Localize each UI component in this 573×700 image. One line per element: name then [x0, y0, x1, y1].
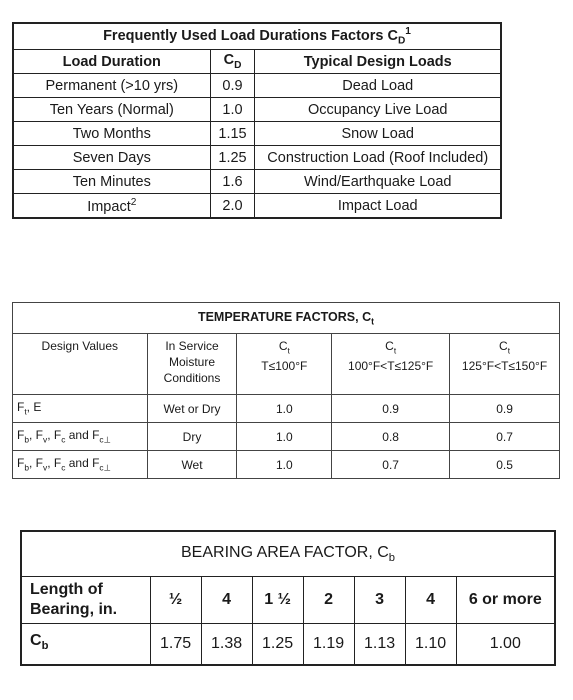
condition-cell: Wet or Dry: [147, 395, 237, 423]
value-cell: 0.7: [332, 451, 450, 479]
duration-cell: Ten Years (Normal): [13, 98, 210, 122]
duration-cell: Two Months: [13, 122, 210, 146]
header-in-service: In Service Moisture Conditions: [147, 334, 237, 395]
duration-cell: Ten Minutes: [13, 170, 210, 194]
cd-cell: 1.25: [210, 146, 255, 170]
value-cell: 0.9: [450, 395, 560, 423]
table-row: [13, 451, 560, 479]
table-row: [13, 146, 501, 170]
temperature-factors-title: TEMPERATURE FACTORS, $C_t$: [13, 303, 560, 334]
header-load-duration: Load Duration: [13, 50, 210, 74]
table-row: [13, 170, 501, 194]
value-cell: 1.0: [237, 395, 332, 423]
load-cell: Dead Load: [255, 74, 501, 98]
cb-value-cell: 1.25: [252, 624, 303, 666]
header-cd: $C_D$: [210, 50, 255, 74]
header-ct-range1: $C_t$ T≤100°F: [237, 334, 332, 395]
temperature-factors-table: [12, 302, 560, 479]
cd-cell: 2.0: [210, 194, 255, 219]
load-duration-title: Frequently Used Load Durations Factors $C_D^1$: [13, 23, 501, 50]
length-cell: ½: [150, 577, 201, 624]
header-ct-range2: $C_t$ 100°F<T≤125°F: [332, 334, 450, 395]
header-ct-range3: $C_t$ 125°F<T≤150°F: [450, 334, 560, 395]
duration-cell: Permanent (>10 yrs): [13, 74, 210, 98]
value-cell: 0.9: [332, 395, 450, 423]
load-cell: Construction Load (Roof Included): [255, 146, 501, 170]
table-row: [13, 194, 501, 219]
cb-value-cell: 1.38: [201, 624, 252, 666]
table-row: [21, 624, 555, 666]
value-cell: 0.5: [450, 451, 560, 479]
cb-value-cell: 1.10: [405, 624, 456, 666]
duration-cell: Seven Days: [13, 146, 210, 170]
length-cell: 3: [354, 577, 405, 624]
cb-value-cell: 1.13: [354, 624, 405, 666]
condition-cell: Dry: [147, 423, 237, 451]
value-cell: 0.8: [332, 423, 450, 451]
design-value-label: $F_t$, E: [13, 395, 148, 423]
table-row: [13, 74, 501, 98]
length-cell: 6 or more: [456, 577, 555, 624]
table-row: [21, 577, 555, 624]
cb-value-cell: 1.75: [150, 624, 201, 666]
cb-value-cell: 1.00: [456, 624, 555, 666]
length-cell: 4: [405, 577, 456, 624]
value-cell: 0.7: [450, 423, 560, 451]
condition-cell: Wet: [147, 451, 237, 479]
cd-cell: 1.15: [210, 122, 255, 146]
length-cell: 2: [303, 577, 354, 624]
value-cell: 1.0: [237, 423, 332, 451]
load-cell: Wind/Earthquake Load: [255, 170, 501, 194]
table-row: [13, 395, 560, 423]
table-row: [13, 423, 560, 451]
cb-label: $C_b$: [21, 624, 150, 666]
design-value-label: $F_b$, $F_v$, $F_c$ and $F_{c\perp}$: [13, 423, 148, 451]
design-value-label: $F_b$, $F_v$, $F_c$ and $F_{c\perp}$: [13, 451, 148, 479]
load-duration-table: [12, 22, 502, 219]
load-cell: Occupancy Live Load: [255, 98, 501, 122]
bearing-area-factor-table: [20, 530, 556, 666]
length-cell: 4: [201, 577, 252, 624]
load-cell: Impact Load: [255, 194, 501, 219]
cb-value-cell: 1.19: [303, 624, 354, 666]
length-cell: 1 ½: [252, 577, 303, 624]
value-cell: 1.0: [237, 451, 332, 479]
table-row: [13, 98, 501, 122]
load-cell: Snow Load: [255, 122, 501, 146]
cd-cell: 0.9: [210, 74, 255, 98]
length-of-bearing-label: Length of Bearing, in.: [21, 577, 150, 624]
table-row: [13, 122, 501, 146]
header-design-values: Design Values: [13, 334, 148, 395]
bearing-area-title: BEARING AREA FACTOR, $C_b$: [21, 531, 555, 577]
header-typical-design-loads: Typical Design Loads: [255, 50, 501, 74]
cd-cell: 1.6: [210, 170, 255, 194]
cd-cell: 1.0: [210, 98, 255, 122]
duration-cell: Impact$^2$: [13, 194, 210, 219]
